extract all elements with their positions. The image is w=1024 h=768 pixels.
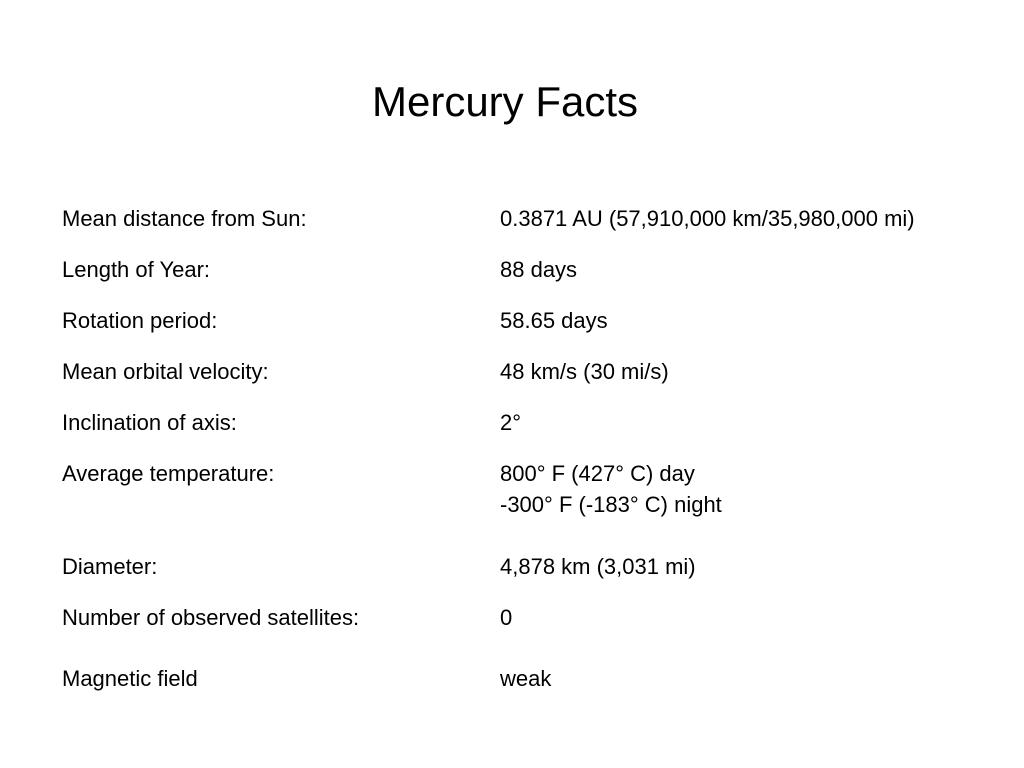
fact-value: 88 days — [500, 257, 578, 282]
fact-label: Mean distance from Sun: — [62, 206, 307, 231]
fact-label: Mean orbital velocity: — [62, 359, 269, 384]
fact-value: 0 — [500, 605, 513, 630]
fact-label: Number of observed satellites: — [62, 605, 360, 630]
fact-value: 58.65 days — [500, 308, 608, 333]
fact-label: Length of Year: — [62, 257, 211, 282]
fact-label: Magnetic field — [62, 666, 198, 691]
fact-label: Diameter: — [62, 554, 158, 579]
fact-label: Average temperature: — [62, 461, 275, 486]
fact-value: 4,878 km (3,031 mi) — [500, 554, 696, 579]
temperature-night: -300° F (-183° C) night — [500, 492, 722, 517]
fact-value — [500, 458, 722, 520]
fact-value: 2° — [500, 410, 522, 435]
temperature-day: 800° F (427° C) day — [500, 461, 695, 486]
fact-label: Inclination of axis: — [62, 410, 237, 435]
fact-value: 0.3871 AU (57,910,000 km/35,980,000 mi) — [500, 206, 915, 231]
fact-value: weak — [500, 666, 552, 691]
slide-title: Mercury Facts — [371, 78, 639, 125]
fact-label: Rotation period: — [62, 308, 218, 333]
fact-value: 48 km/s (30 mi/s) — [500, 359, 669, 384]
